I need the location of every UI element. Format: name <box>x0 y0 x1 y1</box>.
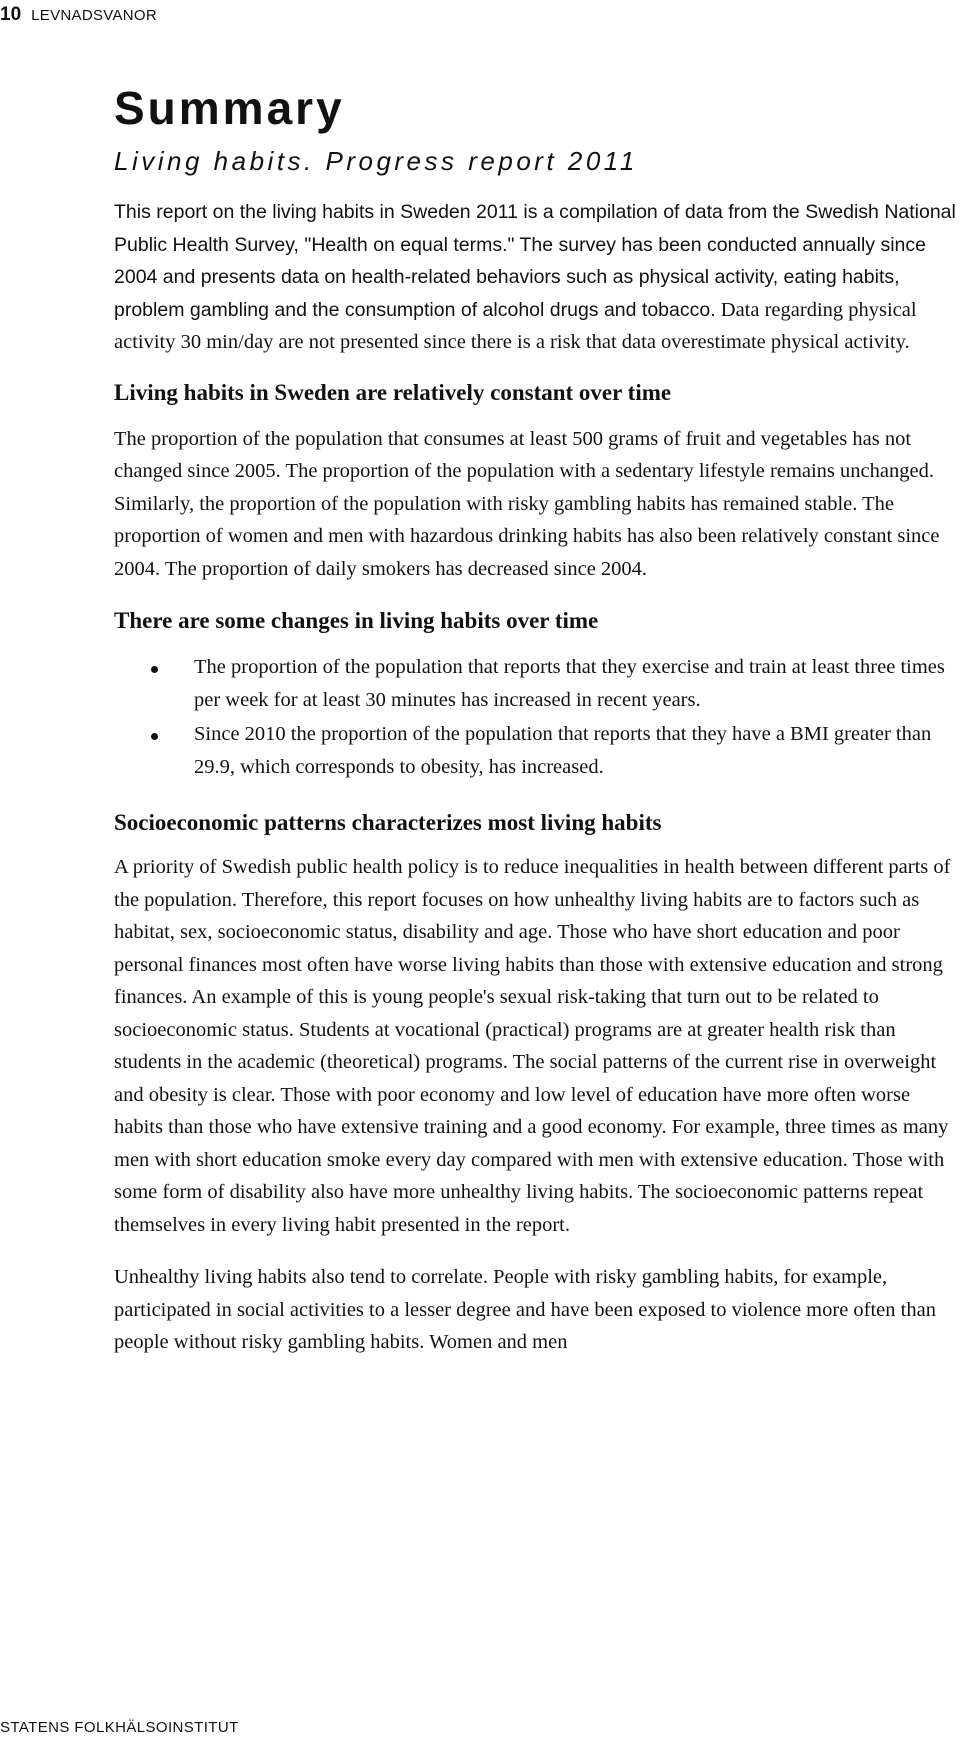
page-subtitle: Living habits. Progress report 2011 <box>114 146 638 176</box>
bullet-icon <box>151 733 158 740</box>
list-item <box>114 651 956 716</box>
page-title: Summary <box>114 82 345 134</box>
socioeconomic-paragraph: A priority of Swedish public health policy is to reduce inequalities in health between different parts of the population. Therefore, this report focuses on how unhealthy living habits are to factors such as habitat, sex, socioeconomic status, disability and age. Those who have short education and poor personal finances most often have worse living habits than those with extensive education and strong finances. An example of this is young people's sexual risk-taking that turn out to be related to socioeconomic status. Students at vocational (practical) programs are at greater health risk than students in the academic (theoretical) programs. The social patterns of the current rise in overweight and obesity is clear. Those with poor economy and low level of education have more often worse habits than those who have extensive training and a good economy. For example, three times as many men with short education smoke every day compared with men with extensive education. Those with some form of disability also have more unhealthy living habits. The socioeconomic patterns repeat themselves in every living habit presented in the report. <box>114 856 951 1236</box>
heading-socioeconomic-patterns: Socioeconomic patterns characterizes most living habits <box>114 810 662 835</box>
intro-text-sans: This report on the living habits in Sweden 2011 is a compilation of data from the Swedish National Public Health Survey, "Health on equal terms." The survey has been conducted annually since 2004 and presents data on health-related behaviors such as physical activity, eating habits, problem gambling and the consumption of alcohol drugs and tobacco. <box>114 201 956 321</box>
page-content <box>114 78 956 1359</box>
page-number: 10 <box>0 4 22 25</box>
changes-bullet-list <box>114 651 956 783</box>
publisher-footer: STATENS FOLKHÄLSOINSTITUT <box>0 1719 239 1736</box>
section-name: LEVNADSVANOR <box>31 7 157 24</box>
heading-constant-habits: Living habits in Sweden are relatively constant over time <box>114 379 672 405</box>
bullet-text: The proportion of the population that reports that they exercise and train at least three times per week for at least 30 minutes has increased in recent years. <box>194 656 945 711</box>
heading-habit-changes: There are some changes in living habits over time <box>114 608 599 633</box>
list-item <box>114 718 956 783</box>
intro-paragraph <box>114 196 956 359</box>
constant-habits-paragraph: The proportion of the population that consumes at least 500 grams of fruit and vegetables has not changed since 2005. The proportion of the population with a sedentary lifestyle remains unchanged. Similarly, the proportion of the population with risky gambling habits has remained stable. The proportion of women and men with hazardous drinking habits has also been relatively constant since 2004. The proportion of daily smokers has decreased since 2004. <box>114 427 940 580</box>
running-header <box>0 4 157 26</box>
bullet-icon <box>151 666 158 673</box>
intro-text-serif: Data regarding physical activity 30 min/day are not presented since there is a risk that data overestimate physical activity. <box>114 298 917 353</box>
correlation-paragraph: Unhealthy living habits also tend to correlate. People with risky gambling habits, for example, participated in social activities to a lesser degree and have been exposed to violence more often than people without risky gambling habits. Women and men <box>114 1266 936 1353</box>
bullet-text: Since 2010 the proportion of the population that reports that they have a BMI greater than 29.9, which corresponds to obesity, has increased. <box>194 723 932 778</box>
